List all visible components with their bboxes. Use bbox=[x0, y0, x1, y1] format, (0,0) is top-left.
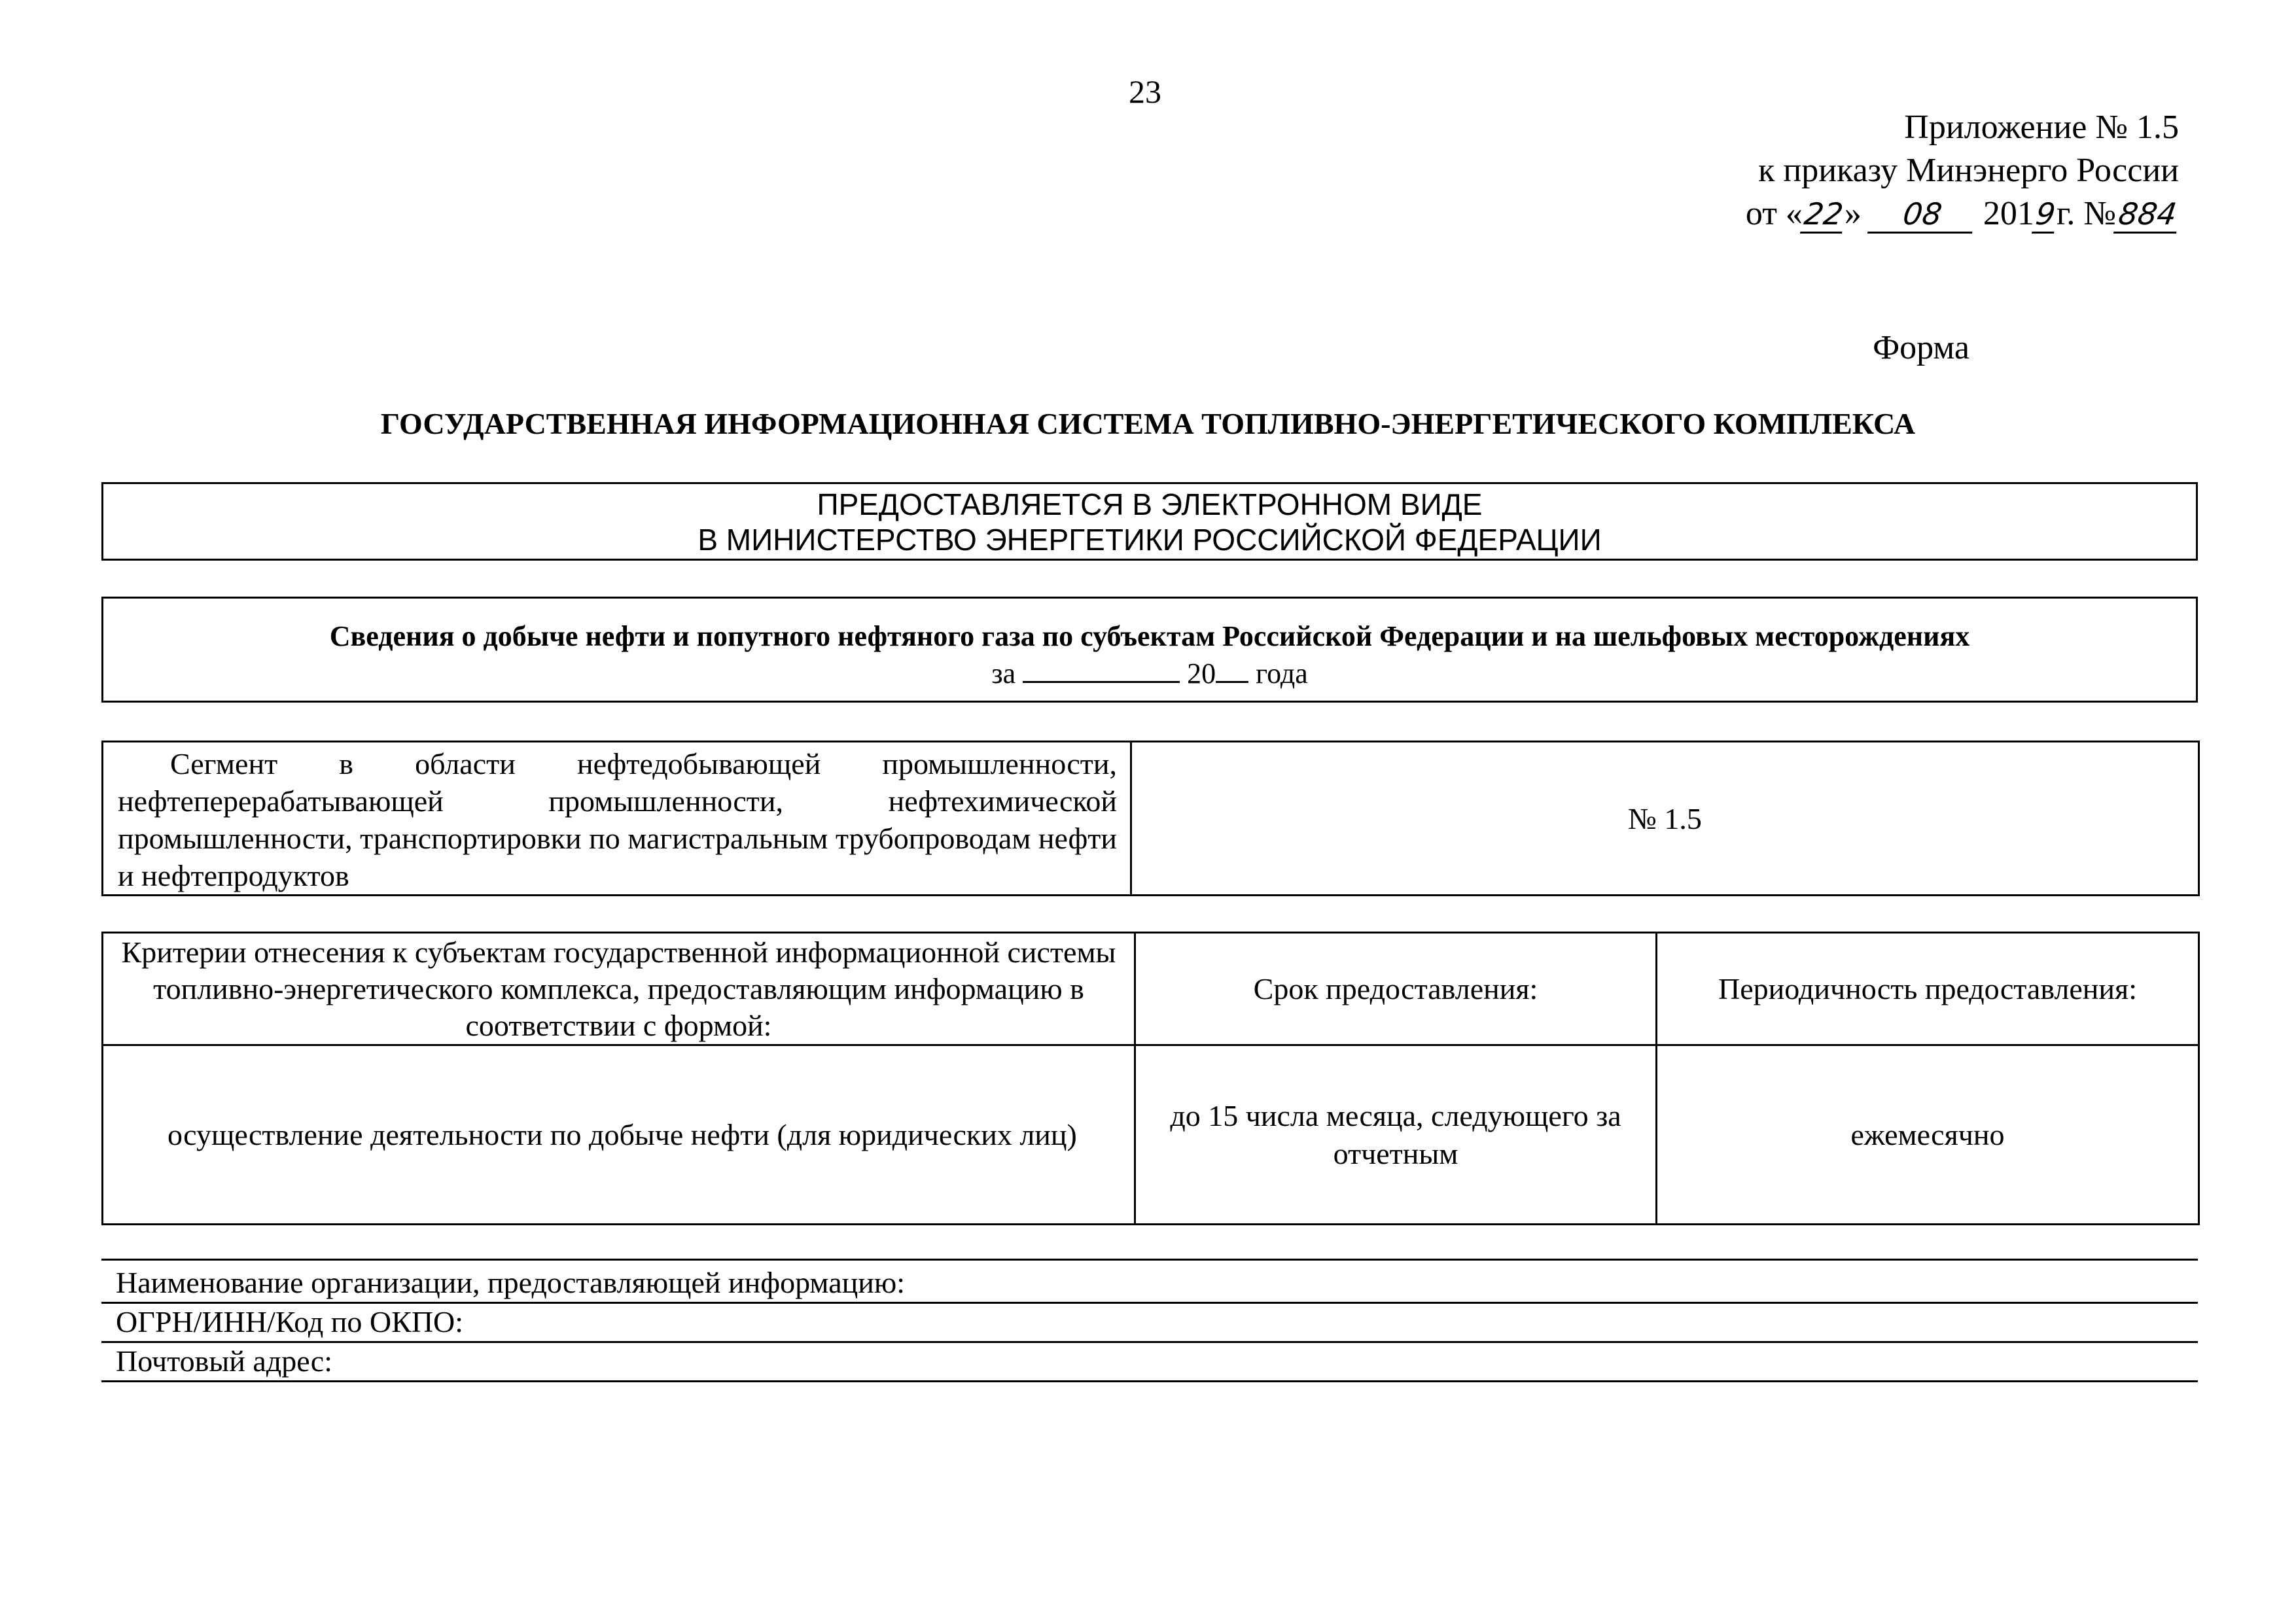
handwritten-day: 22 bbox=[1800, 196, 1847, 234]
period-suffix: года bbox=[1256, 657, 1308, 689]
order-number-prefix: г. № bbox=[2056, 195, 2116, 232]
postal-address-field[interactable]: Почтовый адрес: bbox=[101, 1342, 2198, 1382]
main-title: ГОСУДАРСТВЕННАЯ ИНФОРМАЦИОННАЯ СИСТЕМА ТОПЛИВНО-ЭНЕРГЕТИЧЕСКОГО КОМПЛЕКСА bbox=[380, 407, 1916, 440]
appendix-order-ref: к приказу Минэнерго России bbox=[1758, 152, 2179, 189]
segment-form-number: № 1.5 bbox=[1131, 742, 2199, 896]
segment-table bbox=[101, 741, 2200, 896]
period-year-prefix: 20 bbox=[1187, 657, 1216, 689]
appendix-header bbox=[1570, 106, 2179, 236]
submission-box bbox=[101, 482, 2198, 561]
date-quote-close: » bbox=[1844, 195, 1862, 232]
criteria-table bbox=[101, 932, 2200, 1225]
frequency-value: ежемесячно bbox=[1657, 1045, 2199, 1225]
info-box bbox=[101, 597, 2198, 703]
handwritten-month: 08 bbox=[1867, 196, 1977, 234]
year-prefix: 201 bbox=[1983, 195, 2034, 232]
deadline-value: до 15 числа месяца, следующего за отчетным bbox=[1135, 1045, 1657, 1225]
segment-description: Сегмент в области нефтедобывающей промышленности, нефтеперерабатывающей промышленности, нефтехимической промышленности, транспортировки по магистральным трубопроводам нефти и нефтепродуктов bbox=[103, 742, 1131, 896]
appendix-title: Приложение № 1.5 bbox=[1904, 109, 2179, 146]
organization-top-rule bbox=[101, 1259, 2198, 1261]
form-label: Форма bbox=[1873, 329, 1969, 366]
page-number: 23 bbox=[1129, 73, 1161, 110]
handwritten-order-number: 884 bbox=[2113, 196, 2181, 234]
criteria-value: осуществление деятельности по добыче нефти (для юридических лиц) bbox=[103, 1045, 1135, 1225]
period-prefix: за bbox=[991, 657, 1016, 689]
organization-name-field[interactable]: Наименование организации, предоставляющей информацию: bbox=[101, 1264, 2198, 1304]
date-prefix: от « bbox=[1745, 195, 1803, 232]
criteria-header: Критерии отнесения к субъектам государственной информационной системы топливно-энергетического комплекса, предоставляющим информацию в соответствии с формой: bbox=[103, 933, 1135, 1045]
period-month-blank bbox=[1023, 655, 1180, 683]
handwritten-year-digit: 9 bbox=[2032, 196, 2059, 234]
reporting-period bbox=[103, 655, 2196, 692]
submission-line-2: В МИНИСТЕРСТВО ЭНЕРГЕТИКИ РОССИЙСКОЙ ФЕДЕРАЦИИ bbox=[698, 523, 1602, 557]
frequency-header: Периодичность предоставления: bbox=[1657, 933, 2199, 1045]
submission-line-1: ПРЕДОСТАВЛЯЕТСЯ В ЭЛЕКТРОННОМ ВИДЕ bbox=[817, 487, 1483, 521]
period-year-blank bbox=[1216, 655, 1248, 683]
appendix-order-date bbox=[1570, 192, 2179, 236]
deadline-header: Срок предоставления: bbox=[1135, 933, 1657, 1045]
info-title: Сведения о добыче нефти и попутного нефтяного газа по субъектам Российской Федерации и на шельфовых месторождениях bbox=[329, 620, 1970, 652]
organization-ids-field[interactable]: ОГРН/ИНН/Код по ОКПО: bbox=[101, 1303, 2198, 1343]
